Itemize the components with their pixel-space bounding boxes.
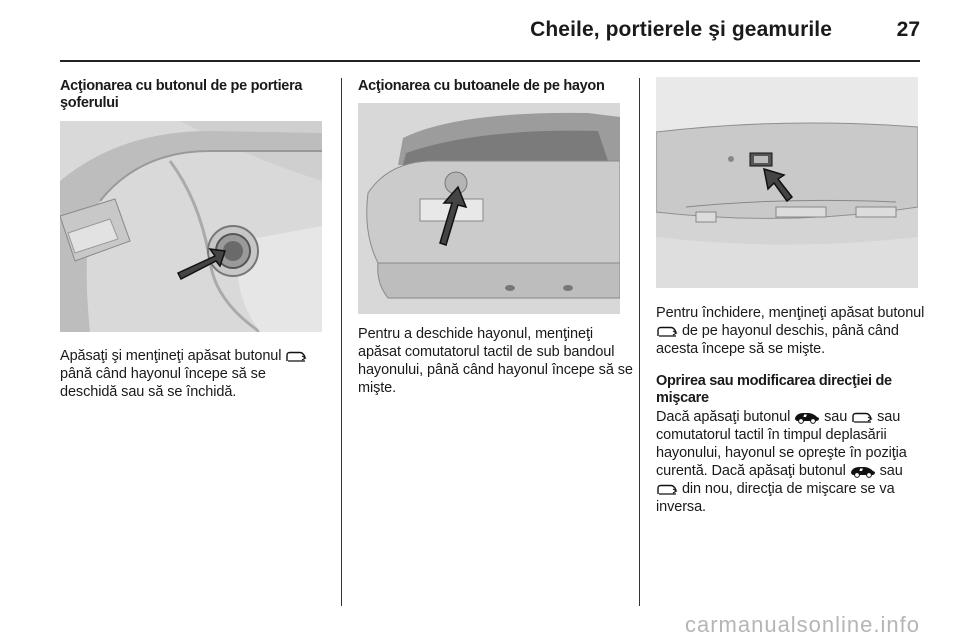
watermark: carmanualsonline.info: [684, 612, 920, 637]
tailgate-exterior-illustration: [358, 103, 620, 314]
left-column: [60, 78, 326, 112]
right-p2-part3: sau comutatorul tactil în timpul deplasării hayonului, hayonul se opreşte în poziţia curentă. Dacă apăsaţi butonul: [656, 409, 907, 479]
right-p2-part5: din nou, direcţia de mişcare se va inversa.: [656, 481, 895, 515]
left-text-part2: până când hayonul începe să se deschidă sau să se închidă.: [60, 366, 266, 400]
section-heading-stop-direction: Oprirea sau modificarea direcţiei de mişcare: [656, 373, 892, 406]
left-paragraph: [60, 347, 326, 401]
right-text-part2: de pe hayonul deschis, până când acesta începe să se mişte.: [656, 323, 899, 357]
tailgate-open-icon: [656, 325, 678, 337]
middle-text: Pentru a deschide hayonul, menţineţi apăsat comutatorul tactil de sub bandoul hayonului, până când hayonul începe să se mişte.: [358, 326, 633, 396]
right-p2-part4: sau: [879, 463, 903, 479]
right-text-part1: Pentru închidere, menţineţi apăsat butonul: [656, 305, 925, 321]
middle-paragraph: [358, 325, 633, 397]
door-button-illustration: [60, 121, 322, 332]
right-section: [656, 373, 926, 516]
tailgate-open-icon: [851, 411, 873, 423]
tailgate-open-icon: [656, 483, 678, 495]
section-heading-tailgate-buttons: Acţionarea cu butoanele de pe hayon: [358, 78, 605, 94]
tailgate-interior-illustration: [656, 77, 918, 288]
right-p2-part2: sau: [824, 409, 848, 425]
column-divider-2: [639, 78, 640, 606]
page-number: 27: [896, 18, 920, 41]
middle-column: [358, 78, 633, 95]
column-divider-1: [341, 78, 342, 606]
left-text-part1: Apăsaţi şi menţineţi apăsat butonul: [60, 348, 282, 364]
car-key-icon: [794, 410, 820, 424]
right-paragraph-1: [656, 304, 926, 358]
section-heading-driver-door: Acţionarea cu butonul de pe portiera şoferului: [60, 78, 303, 111]
right-p2-part1: Dacă apăsaţi butonul: [656, 409, 791, 425]
tailgate-open-icon: [285, 350, 307, 362]
car-key-icon: [850, 464, 876, 478]
page-title: Cheile, portierele şi geamurile: [530, 18, 832, 41]
header-rule: [60, 60, 920, 62]
